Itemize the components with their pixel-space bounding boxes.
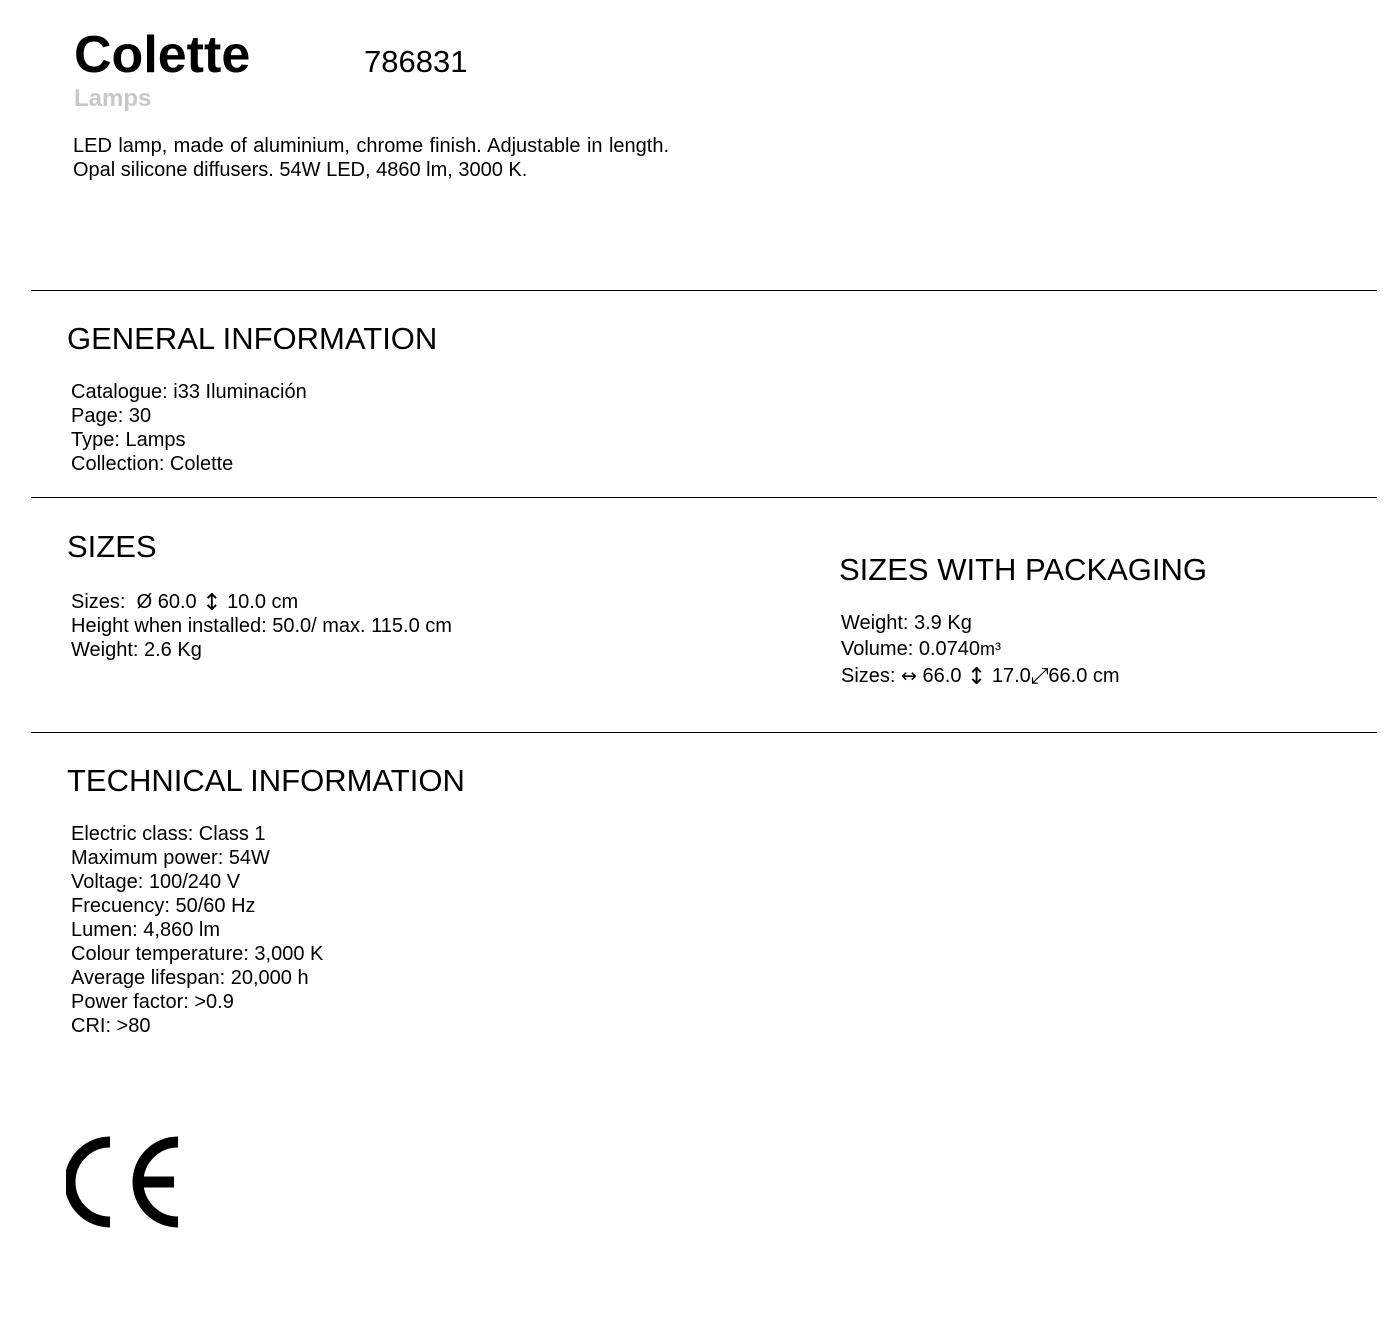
diameter-symbol: Ø (136, 591, 153, 613)
sizes-heading: SIZES (67, 529, 157, 564)
lumen-line: Lumen: 4,860 lm (71, 919, 220, 941)
divider (31, 290, 1377, 291)
packaging-width-value: 66.0 (922, 665, 962, 687)
volume-value: Volume: 0.0740 (841, 638, 980, 660)
weight-line: Weight: 2.6 Kg (71, 639, 202, 661)
sizes-list (71, 590, 452, 662)
volume-unit: m³ (980, 639, 1001, 659)
left-right-arrow-icon: ↔ (901, 665, 917, 687)
packaging-weight-line: Weight: 3.9 Kg (841, 612, 972, 634)
installed-height-line: Height when installed: 50.0/ max. 115.0 cm (71, 615, 452, 637)
general-information-heading: GENERAL INFORMATION (67, 321, 438, 356)
product-category: Lamps (74, 85, 152, 112)
diagonal-arrow-icon: ⤢ (1030, 664, 1049, 689)
packaging-list (841, 611, 1120, 688)
packaging-depth-value: 66.0 cm (1048, 665, 1120, 687)
divider (31, 497, 1377, 498)
collection-line: Collection: Colette (71, 453, 234, 475)
ce-mark-icon (66, 1136, 180, 1228)
product-description: LED lamp, made of aluminium, chrome finish. Adjustable in length. Opal silicone diffusers. 54W LED, 4860 lm, 3000 K. (73, 135, 669, 181)
up-down-arrow-icon: ↕ (967, 664, 987, 690)
technical-information-heading: TECHNICAL INFORMATION (67, 763, 465, 798)
packaging-height-value: 17.0 (991, 665, 1031, 687)
electric-class-line: Electric class: Class 1 (71, 823, 266, 845)
voltage-line: Voltage: 100/240 V (71, 871, 241, 893)
up-down-arrow-icon: ↕ (202, 590, 222, 616)
frequency-line: Frecuency: 50/60 Hz (71, 895, 256, 917)
technical-information-list (71, 822, 323, 1038)
product-title: Colette (74, 26, 251, 84)
page-line: Page: 30 (71, 405, 152, 427)
average-lifespan-line: Average lifespan: 20,000 h (71, 967, 309, 989)
colour-temperature-line: Colour temperature: 3,000 K (71, 943, 324, 965)
divider (31, 732, 1377, 733)
product-code: 786831 (364, 44, 468, 79)
catalogue-line: Catalogue: i33 Iluminación (71, 381, 307, 403)
height-value: 10.0 cm (227, 591, 299, 613)
type-line: Type: Lamps (71, 429, 186, 451)
sizes-label: Sizes: (71, 591, 126, 613)
diameter-value: 60.0 (157, 591, 197, 613)
general-information-list (71, 380, 307, 476)
sizes-line (71, 590, 452, 614)
maximum-power-line: Maximum power: 54W (71, 847, 270, 869)
packaging-sizes-label: Sizes: (841, 665, 896, 687)
packaging-sizes-line (841, 664, 1120, 688)
sizes-with-packaging-heading: SIZES WITH PACKAGING (839, 552, 1208, 587)
power-factor-line: Power factor: >0.9 (71, 991, 234, 1013)
cri-line: CRI: >80 (71, 1015, 151, 1037)
packaging-volume-line (841, 637, 1120, 661)
